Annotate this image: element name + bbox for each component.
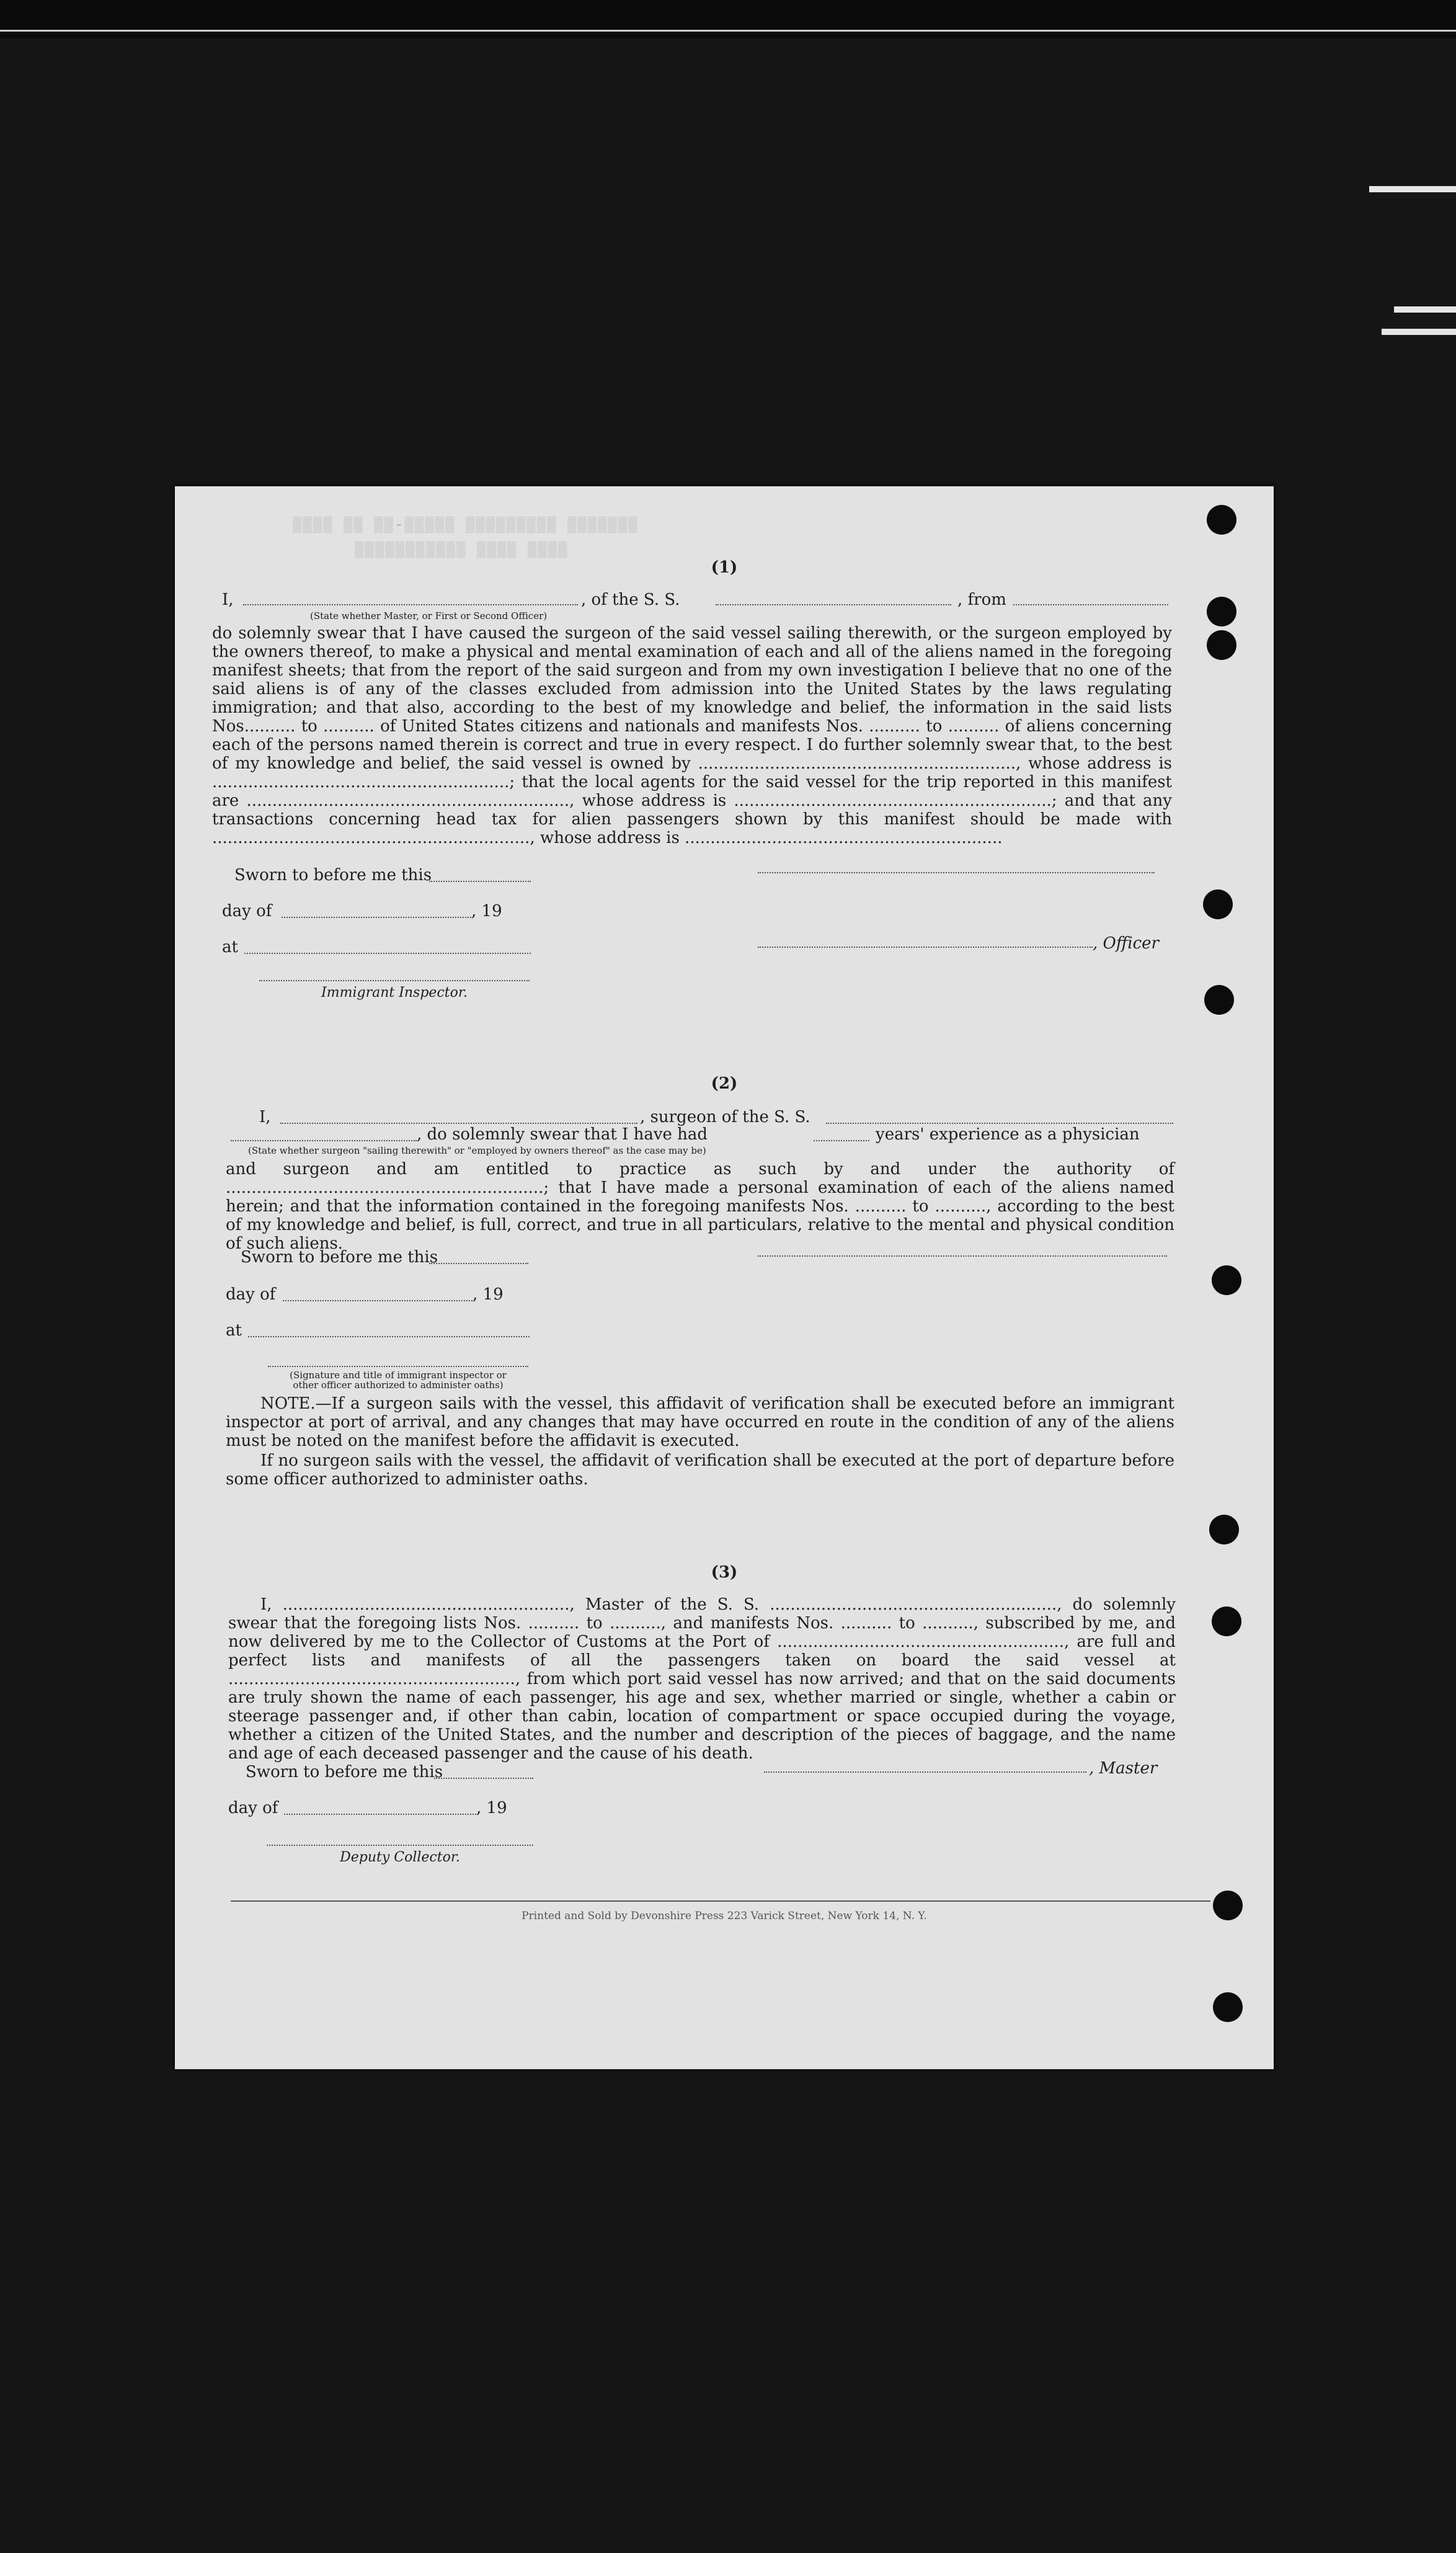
from-port-blank (1013, 604, 1168, 605)
inspector-signature-blank (259, 980, 530, 981)
film-border-top (0, 0, 1456, 38)
bleed-through-stamp: ▒▒▒▒ ▒▒ ▒▒-▒▒▒▒▒ ▒▒▒▒▒▒▒▒▒ ▒▒▒▒▒▒▒ (293, 517, 639, 534)
sworn-date-blank-3 (434, 1778, 533, 1779)
collector-signature-blank (267, 1845, 533, 1846)
section-2-body: and surgeon and am entitled to practice as such by and under the authority of ..............................................................; that I have made a personal examination of each of the aliens named herein; and that the information contained in the foregoing manifests Nos. .......... to .........., according to the best of my knowledge and belief, is full, correct, and true in all particulars, relative to the mental and physical condition of such aliens. (226, 1160, 1174, 1253)
inspector-signature-blank-2 (268, 1366, 528, 1367)
scan-artifact (1394, 306, 1456, 313)
section-2-at: at (226, 1321, 242, 1340)
section-3-body: I, ........................................................, Master of the S. S. ........................................................, do solemnly swear that the foregoing lists Nos. .......... to .........., and manifests Nos. .......... to .........., subscribed by me, and now delivered by me to the Collector of Customs at the Port of ........................................................, are full and perfect lists and manifests of all the passengers taken on board the said vessel at ........................................................, from which port said vessel has now arrived; and that on the said documents are truly shown the name of each passenger, his age and sex, whether married or single, whether a cabin or steerage passenger and, if other than cabin, location of compartment or space occupied during the voyage, whether a citizen of the United States, and the number and description of the pieces of baggage, and the name and age of each deceased passenger and the cause of his death. (228, 1595, 1176, 1763)
section-2-line2-end: years' experience as a physician (876, 1125, 1140, 1144)
section-3-day: day of (228, 1799, 278, 1817)
day-blank-3 (284, 1814, 476, 1815)
section-2-day: day of (226, 1285, 276, 1304)
section-2-line1-start: I, (259, 1108, 271, 1126)
punch-hole (1207, 597, 1236, 626)
section-2-line2: , do solemnly swear that I have had (417, 1125, 708, 1144)
section-1-line1-vessel: , of the S. S. (581, 590, 680, 609)
section-1-body: do solemnly swear that I have caused the surgeon of the said vessel sailing therewith, or the surgeon employed by the owners thereof, to make a physical and mental examination of each and all of the aliens named in the foregoing manifest sheets; that from the report of the said surgeon and from my own investigation I believe that no one of the said aliens is of any of the classes excluded from admission into the United States by the laws regulating immigration; and that also, according to the best of my knowledge and belief, the information in the said lists Nos.......... to .......... of United States citizens and nationals and manifests Nos. .......... to .......... of aliens concerning each of the persons named therein is correct and true in every respect. I do further solemnly swear that, to the best of my knowledge and belief, the said vessel is owned by .............................................................., whose address is ..........................................................; that the local agents for the said vessel for the trip reported in this manifest are ..............................................................., whose address is ..............................................................; and that any transactions concerning head tax for alien passengers shown by this manifest should be made with .............................................................., whose address is .............................................................. (212, 624, 1172, 847)
signature-blank (758, 872, 1155, 873)
surgeon-vessel-blank (826, 1123, 1173, 1124)
section-1-line1-from: , from (957, 590, 1006, 609)
section-3-year: , 19 (476, 1799, 507, 1817)
years-blank (814, 1140, 869, 1141)
surgeon-name-blank (280, 1123, 637, 1124)
punch-hole (1203, 889, 1233, 919)
section-3-number: (3) (711, 1563, 738, 1582)
scan-artifact (1369, 186, 1456, 192)
signature-note-1: (Signature and title of immigrant inspector or (290, 1370, 507, 1381)
place-blank-2 (248, 1336, 530, 1337)
section-1-sworn: Sworn to before me this (234, 866, 432, 884)
sworn-date-blank-2 (429, 1263, 528, 1264)
master-label: , Master (1089, 1759, 1158, 1778)
section-1-year: , 19 (471, 902, 502, 920)
officer-label: , Officer (1093, 934, 1159, 953)
punch-hole (1212, 1265, 1241, 1295)
day-blank-2 (283, 1300, 473, 1301)
section-2-line1-vessel: , surgeon of the S. S. (640, 1108, 810, 1126)
section-2-sworn: Sworn to before me this (241, 1248, 438, 1267)
film-edge-line (0, 30, 1456, 32)
manifest-affidavit-page (175, 486, 1274, 2069)
punch-hole (1213, 1992, 1243, 2022)
surgeon-signature-blank (758, 1255, 1167, 1257)
master-signature-blank (764, 1771, 1086, 1773)
scan-artifact (1382, 329, 1456, 335)
surgeon-type-blank (231, 1140, 417, 1141)
sworn-date-blank (429, 881, 531, 882)
section-1-at: at (222, 938, 238, 956)
vessel-name-blank (716, 604, 951, 605)
section-1-number: (1) (711, 558, 738, 577)
punch-hole (1209, 1515, 1239, 1544)
master-name-blank (243, 604, 578, 605)
note-paragraph-1: NOTE.—If a surgeon sails with the vessel, this affidavit of verification shall be executed before an immigrant inspector at port of arrival, and any changes that may have occurred en route in the condition of any of the aliens must be noted on the manifest before the affidavit is executed. (226, 1394, 1174, 1450)
punch-hole (1204, 985, 1234, 1015)
signature-note-2: other officer authorized to administer oaths) (293, 1379, 504, 1391)
note-paragraph-2: If no surgeon sails with the vessel, the affidavit of verification shall be executed at the port of departure before some officer authorized to administer oaths. (226, 1451, 1174, 1489)
section-3-sworn: Sworn to before me this (246, 1763, 443, 1781)
collector-label: Deputy Collector. (340, 1850, 460, 1865)
section-2-number: (2) (711, 1074, 738, 1093)
section-1-day: day of (222, 902, 272, 920)
bleed-through-stamp: ▒▒▒▒▒▒▒▒▒▒▒ ▒▒▒▒ ▒▒▒▒ (355, 542, 569, 559)
inspector-label: Immigrant Inspector. (321, 985, 468, 1000)
punch-hole (1207, 505, 1236, 535)
day-blank (282, 917, 471, 918)
officer-blank (758, 947, 1093, 948)
punch-hole (1212, 1606, 1241, 1636)
printer-credit: Printed and Sold by Devonshire Press 223 Varick Street, New York 14, N. Y. (522, 1910, 927, 1922)
footer-rule (231, 1900, 1210, 1902)
punch-hole (1207, 630, 1236, 660)
section-1-note: (State whether Master, or First or Second Officer) (310, 610, 548, 622)
section-2-note: (State whether surgeon "sailing therewith" or "employed by owners thereof" as the case may be) (248, 1145, 706, 1156)
section-1-line1-start: I, (222, 590, 234, 609)
section-2-year: , 19 (473, 1285, 504, 1304)
place-blank (244, 953, 531, 954)
